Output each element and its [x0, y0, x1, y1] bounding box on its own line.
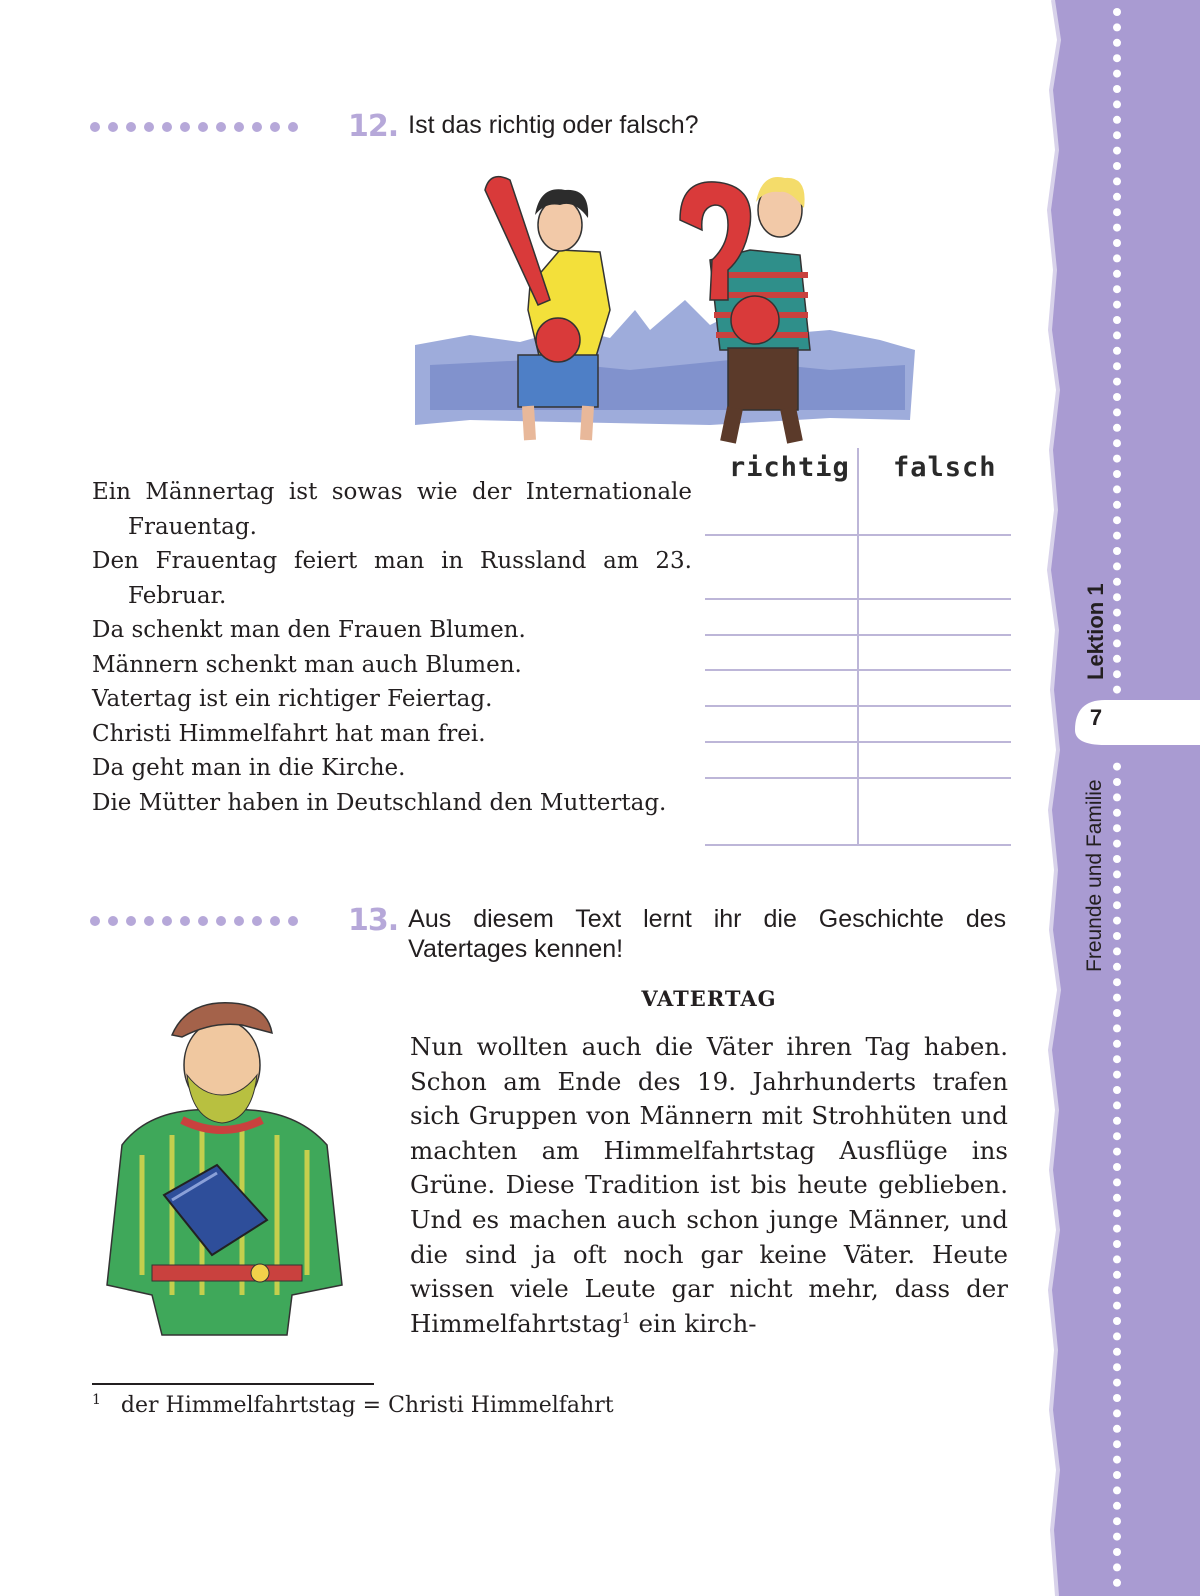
answer-row-line [705, 844, 1011, 846]
reading-text [410, 1030, 1008, 1341]
exercise-12-title: Ist das richtig oder falsch? [408, 111, 699, 139]
dot-row [90, 916, 322, 926]
exercise-13-number: 13. [348, 903, 399, 938]
exercise-13-title: Aus diesem Text lernt ihr die Geschichte des Vatertages kennen! [408, 905, 1007, 963]
footnote-reference: 1 [621, 1310, 631, 1327]
statement-list [92, 475, 692, 820]
lektion-label: Lektion 1 [1083, 583, 1108, 680]
footnote-mark: 1 [92, 1392, 101, 1408]
reading-text-continuation: ein kirch- [630, 1308, 757, 1338]
answer-row-line [705, 777, 1011, 779]
answer-row-line [705, 705, 1011, 707]
statement-6: Christi Himmelfahrt hat man frei. [92, 720, 486, 747]
answer-row-line [705, 534, 1011, 536]
answer-row-line [705, 741, 1011, 743]
footnote-rule [92, 1383, 374, 1385]
boys-illustration [410, 160, 920, 445]
statement-1: Ein Männertag ist sowas wie der Internationale Frauentag. [92, 479, 692, 540]
statement-5: Vatertag ist ein richtiger Feiertag. [92, 686, 493, 712]
column-richtig: richtig [729, 452, 850, 483]
statement-3: Da schenkt man den Frauen Blumen. [92, 617, 526, 643]
answer-grid [705, 448, 1011, 848]
grid-divider [857, 448, 859, 846]
statement-2: Den Frauentag feiert man in Russland am 23. Februar. [92, 548, 692, 609]
answer-row-line [705, 634, 1011, 636]
page-tab-number: 7 [1089, 705, 1103, 730]
statement-8: Die Mütter haben in Deutschland den Muttertag. [92, 789, 667, 816]
footnote [92, 1392, 614, 1418]
answer-row-line [705, 598, 1011, 600]
thema-label: Freunde und Familie [1083, 779, 1106, 972]
father-illustration [92, 995, 362, 1340]
footnote-text: der Himmelfahrtstag = Christi Himmelfahrt [120, 1393, 614, 1418]
statement-7: Da geht man in die Kirche. [92, 755, 406, 781]
exercise-13-header [90, 904, 1006, 964]
reading-text-body: Nun wollten auch die Väter ihren Tag haben. Schon am Ende des 19. Jahrhunderts trafen sich Gruppen von Männern mit Strohhüten und machten am Himmelfahrtstag Ausflüge ins Grüne. Diese Tradition ist bis heute geblieben. Und es machen auch schon junge Männer, und die sind ja oft noch gar keine Väter. Heute wissen viele Leute gar nicht mehr, dass der Himmelfahrtstag [410, 1032, 1008, 1338]
answer-row-line [705, 669, 1011, 671]
side-strip [1045, 0, 1200, 1596]
dot-row [90, 122, 322, 132]
statement-4: Männern schenkt man auch Blumen. [92, 651, 522, 678]
exercise-12-header [90, 110, 699, 144]
text-title: VATERTAG [641, 986, 777, 1011]
exercise-12-number: 12. [348, 109, 399, 144]
column-falsch: falsch [893, 452, 997, 483]
